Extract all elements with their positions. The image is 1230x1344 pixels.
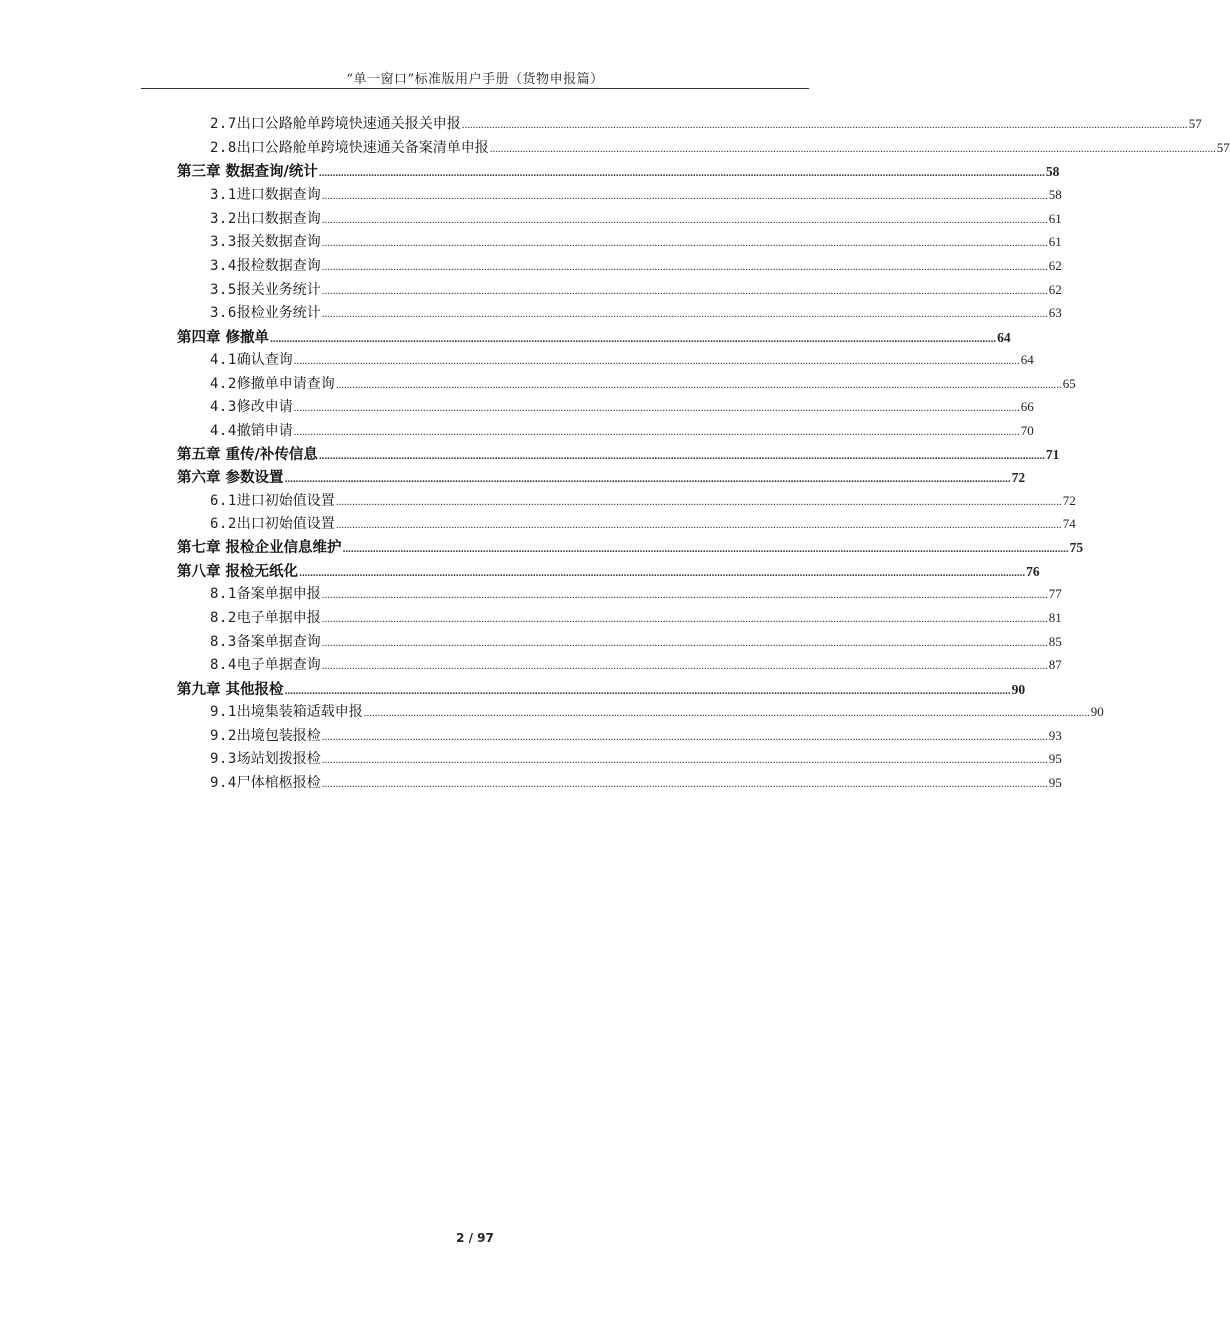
toc-entry-number: 2.7 bbox=[210, 116, 237, 132]
toc-entry-title: 出口公路舱单跨境快速通关备案清单申报 bbox=[236, 140, 489, 156]
toc-entry-number: 9.1 bbox=[210, 704, 237, 720]
toc-entry-number: 4.1 bbox=[210, 352, 237, 368]
toc-section-entry[interactable] bbox=[210, 113, 1202, 136]
toc-entry-page: 64 bbox=[1020, 352, 1034, 367]
toc-entry-title: 出口公路舱单跨境快速通关报关申报 bbox=[236, 116, 461, 132]
toc-chapter-entry[interactable] bbox=[177, 536, 1084, 559]
dot-leader: ........................................................................................................................................................................................................................................................................ bbox=[321, 237, 1048, 249]
toc-entry-title: 备案单据申报 bbox=[236, 586, 321, 602]
toc-entry-number: 3.6 bbox=[210, 305, 237, 321]
toc-entry-title: 出口初始值设置 bbox=[236, 516, 335, 532]
dot-leader: ........................................................................................................................................................................................................................................................................ bbox=[284, 473, 1011, 485]
toc-entry-title: 报关业务统计 bbox=[236, 282, 321, 298]
toc-entry-page: 87 bbox=[1048, 657, 1062, 672]
toc-entry-page: 76 bbox=[1026, 564, 1040, 579]
toc-entry-page: 70 bbox=[1020, 423, 1034, 438]
toc-entry-number: 3.4 bbox=[210, 258, 237, 274]
toc-entry-page: 65 bbox=[1062, 376, 1076, 391]
toc-entry-number: 3.5 bbox=[210, 282, 237, 298]
toc-entry-title: 确认查询 bbox=[236, 352, 293, 368]
toc-entry-title: 进口数据查询 bbox=[236, 187, 321, 203]
toc-entry-page: 61 bbox=[1048, 234, 1062, 249]
toc-entry-page: 58 bbox=[1045, 164, 1060, 179]
dot-leader: ........................................................................................................................................................................................................................................................................ bbox=[299, 567, 1026, 579]
toc-entry-title: 第七章 报检企业信息维护 bbox=[177, 539, 342, 556]
toc-entry-number: 9.3 bbox=[210, 751, 237, 767]
toc-entry-number: 4.2 bbox=[210, 376, 237, 392]
toc-chapter-entry[interactable] bbox=[177, 443, 1060, 466]
toc-entry-title: 第四章 修撤单 bbox=[177, 329, 270, 346]
toc-entry-number: 8.4 bbox=[210, 657, 237, 673]
toc-entry-page: 57 bbox=[1216, 140, 1230, 155]
toc-section-entry[interactable] bbox=[210, 631, 1062, 654]
toc-entry-title: 尸体棺柩报检 bbox=[236, 775, 321, 791]
toc-entry-title: 进口初始值设置 bbox=[236, 493, 335, 509]
toc-entry-title: 第五章 重传/补传信息 bbox=[177, 446, 318, 463]
toc-entry-page: 74 bbox=[1062, 516, 1076, 531]
toc-entry-title: 修撤单申请查询 bbox=[236, 376, 335, 392]
toc-section-entry[interactable] bbox=[210, 490, 1076, 513]
toc-entry-page: 61 bbox=[1048, 211, 1062, 226]
toc-entry-page: 95 bbox=[1048, 775, 1062, 790]
toc-entry-title: 第三章 数据查询/统计 bbox=[177, 163, 318, 180]
toc-entry-number: 2.8 bbox=[210, 140, 237, 156]
toc-section-entry[interactable] bbox=[210, 513, 1076, 536]
toc-entry-title: 出口数据查询 bbox=[236, 211, 321, 227]
dot-leader: ........................................................................................................................................................................................................................................................................ bbox=[293, 402, 1020, 414]
toc-entry-page: 90 bbox=[1090, 704, 1104, 719]
toc-entry-page: 63 bbox=[1048, 305, 1062, 320]
toc-section-entry[interactable] bbox=[210, 231, 1062, 254]
dot-leader: ........................................................................................................................................................................................................................................................................ bbox=[321, 637, 1048, 649]
dot-leader: ........................................................................................................................................................................................................................................................................ bbox=[335, 519, 1062, 531]
dot-leader: ........................................................................................................................................................................................................................................................................ bbox=[293, 355, 1020, 367]
toc-section-entry[interactable] bbox=[210, 208, 1062, 231]
toc-section-entry[interactable] bbox=[210, 654, 1062, 677]
dot-leader: ........................................................................................................................................................................................................................................................................ bbox=[321, 190, 1048, 202]
dot-leader: ........................................................................................................................................................................................................................................................................ bbox=[321, 285, 1048, 297]
toc-entry-page: 62 bbox=[1048, 258, 1062, 273]
toc-section-entry[interactable] bbox=[210, 279, 1062, 302]
toc-entry-number: 3.2 bbox=[210, 211, 237, 227]
dot-leader: ........................................................................................................................................................................................................................................................................ bbox=[318, 450, 1045, 462]
dot-leader: ........................................................................................................................................................................................................................................................................ bbox=[270, 333, 997, 345]
toc-chapter-entry[interactable] bbox=[177, 678, 1026, 701]
toc-section-entry[interactable] bbox=[210, 701, 1104, 724]
toc-entry-page: 72 bbox=[1062, 493, 1076, 508]
toc-entry-page: 66 bbox=[1020, 399, 1034, 414]
dot-leader: ........................................................................................................................................................................................................................................................................ bbox=[363, 707, 1090, 719]
toc-entry-page: 71 bbox=[1045, 447, 1060, 462]
toc-section-entry[interactable] bbox=[210, 725, 1062, 748]
toc-section-entry[interactable] bbox=[210, 302, 1062, 325]
toc-entry-title: 第九章 其他报检 bbox=[177, 681, 284, 698]
toc-section-entry[interactable] bbox=[210, 607, 1062, 630]
dot-leader: ........................................................................................................................................................................................................................................................................ bbox=[461, 119, 1188, 131]
toc-entry-title: 撤销申请 bbox=[236, 423, 293, 439]
toc-section-entry[interactable] bbox=[210, 772, 1062, 795]
toc-entry-title: 报关数据查询 bbox=[236, 234, 321, 250]
dot-leader: ........................................................................................................................................................................................................................................................................ bbox=[321, 261, 1048, 273]
dot-leader: ........................................................................................................................................................................................................................................................................ bbox=[284, 685, 1011, 697]
page-number: 2 / 97 bbox=[456, 1231, 494, 1245]
toc-entry-number: 8.2 bbox=[210, 610, 237, 626]
running-header: “单一窗口”标准版用户手册（货物申报篇） bbox=[346, 72, 604, 87]
dot-leader: ........................................................................................................................................................................................................................................................................ bbox=[321, 731, 1048, 743]
dot-leader: ........................................................................................................................................................................................................................................................................ bbox=[293, 426, 1020, 438]
toc-section-entry[interactable] bbox=[210, 137, 1230, 160]
dot-leader: ........................................................................................................................................................................................................................................................................ bbox=[342, 543, 1069, 555]
toc-chapter-entry[interactable] bbox=[177, 466, 1026, 489]
toc-entry-title: 第六章 参数设置 bbox=[177, 469, 284, 486]
toc-entry-title: 修改申请 bbox=[236, 399, 293, 415]
toc-entry-number: 8.3 bbox=[210, 634, 237, 650]
toc-entry-title: 电子单据申报 bbox=[236, 610, 321, 626]
dot-leader: ........................................................................................................................................................................................................................................................................ bbox=[321, 308, 1048, 320]
dot-leader: ........................................................................................................................................................................................................................................................................ bbox=[335, 496, 1062, 508]
toc-section-entry[interactable] bbox=[210, 255, 1062, 278]
toc-entry-page: 58 bbox=[1048, 187, 1062, 202]
toc-entry-title: 电子单据查询 bbox=[236, 657, 321, 673]
toc-chapter-entry[interactable] bbox=[177, 326, 1011, 349]
toc-section-entry[interactable] bbox=[210, 184, 1062, 207]
toc-chapter-entry[interactable] bbox=[177, 160, 1060, 183]
toc-entry-title: 出境包装报检 bbox=[236, 728, 321, 744]
toc-entry-page: 85 bbox=[1048, 634, 1062, 649]
toc-entry-page: 72 bbox=[1011, 470, 1026, 485]
dot-leader: ........................................................................................................................................................................................................................................................................ bbox=[321, 613, 1048, 625]
dot-leader: ........................................................................................................................................................................................................................................................................ bbox=[321, 778, 1048, 790]
toc-entry-page: 62 bbox=[1048, 282, 1062, 297]
toc-entry-page: 57 bbox=[1188, 116, 1202, 131]
toc-entry-page: 77 bbox=[1048, 586, 1062, 601]
dot-leader: ........................................................................................................................................................................................................................................................................ bbox=[321, 589, 1048, 601]
toc-entry-number: 9.2 bbox=[210, 728, 237, 744]
toc-chapter-entry[interactable] bbox=[177, 560, 1040, 583]
toc-section-entry[interactable] bbox=[210, 373, 1076, 396]
dot-leader: ........................................................................................................................................................................................................................................................................ bbox=[321, 214, 1048, 226]
toc-entry-number: 4.4 bbox=[210, 423, 237, 439]
toc-entry-page: 75 bbox=[1069, 540, 1084, 555]
toc-entry-number: 9.4 bbox=[210, 775, 237, 791]
dot-leader: ........................................................................................................................................................................................................................................................................ bbox=[321, 754, 1048, 766]
toc-entry-number: 3.1 bbox=[210, 187, 237, 203]
toc-entry-title: 报检数据查询 bbox=[236, 258, 321, 274]
toc-entry-title: 备案单据查询 bbox=[236, 634, 321, 650]
dot-leader: ........................................................................................................................................................................................................................................................................ bbox=[321, 660, 1048, 672]
toc-entry-page: 93 bbox=[1048, 728, 1062, 743]
header-rule bbox=[141, 88, 809, 89]
toc-entry-number: 3.3 bbox=[210, 234, 237, 250]
toc-section-entry[interactable] bbox=[210, 748, 1062, 771]
toc-section-entry[interactable] bbox=[210, 583, 1062, 606]
toc-entry-page: 90 bbox=[1011, 682, 1026, 697]
dot-leader: ........................................................................................................................................................................................................................................................................ bbox=[335, 379, 1062, 391]
toc-section-entry[interactable] bbox=[210, 349, 1034, 372]
toc-entry-title: 场站划拨报检 bbox=[236, 751, 321, 767]
dot-leader: ........................................................................................................................................................................................................................................................................ bbox=[318, 167, 1045, 179]
toc-entry-page: 64 bbox=[997, 330, 1011, 345]
toc-entry-number: 8.1 bbox=[210, 586, 237, 602]
toc-entry-title: 第八章 报检无纸化 bbox=[177, 563, 299, 580]
toc-entry-title: 出境集装箱适载申报 bbox=[236, 704, 363, 720]
toc-entry-number: 4.3 bbox=[210, 399, 237, 415]
toc-section-entry[interactable] bbox=[210, 420, 1034, 443]
toc-entry-number: 6.2 bbox=[210, 516, 237, 532]
toc-entry-title: 报检业务统计 bbox=[236, 305, 321, 321]
toc-section-entry[interactable] bbox=[210, 396, 1034, 419]
dot-leader: ........................................................................................................................................................................................................................................................................ bbox=[489, 143, 1216, 155]
toc-entry-page: 81 bbox=[1048, 610, 1062, 625]
toc-entry-number: 6.1 bbox=[210, 493, 237, 509]
toc-entry-page: 95 bbox=[1048, 751, 1062, 766]
